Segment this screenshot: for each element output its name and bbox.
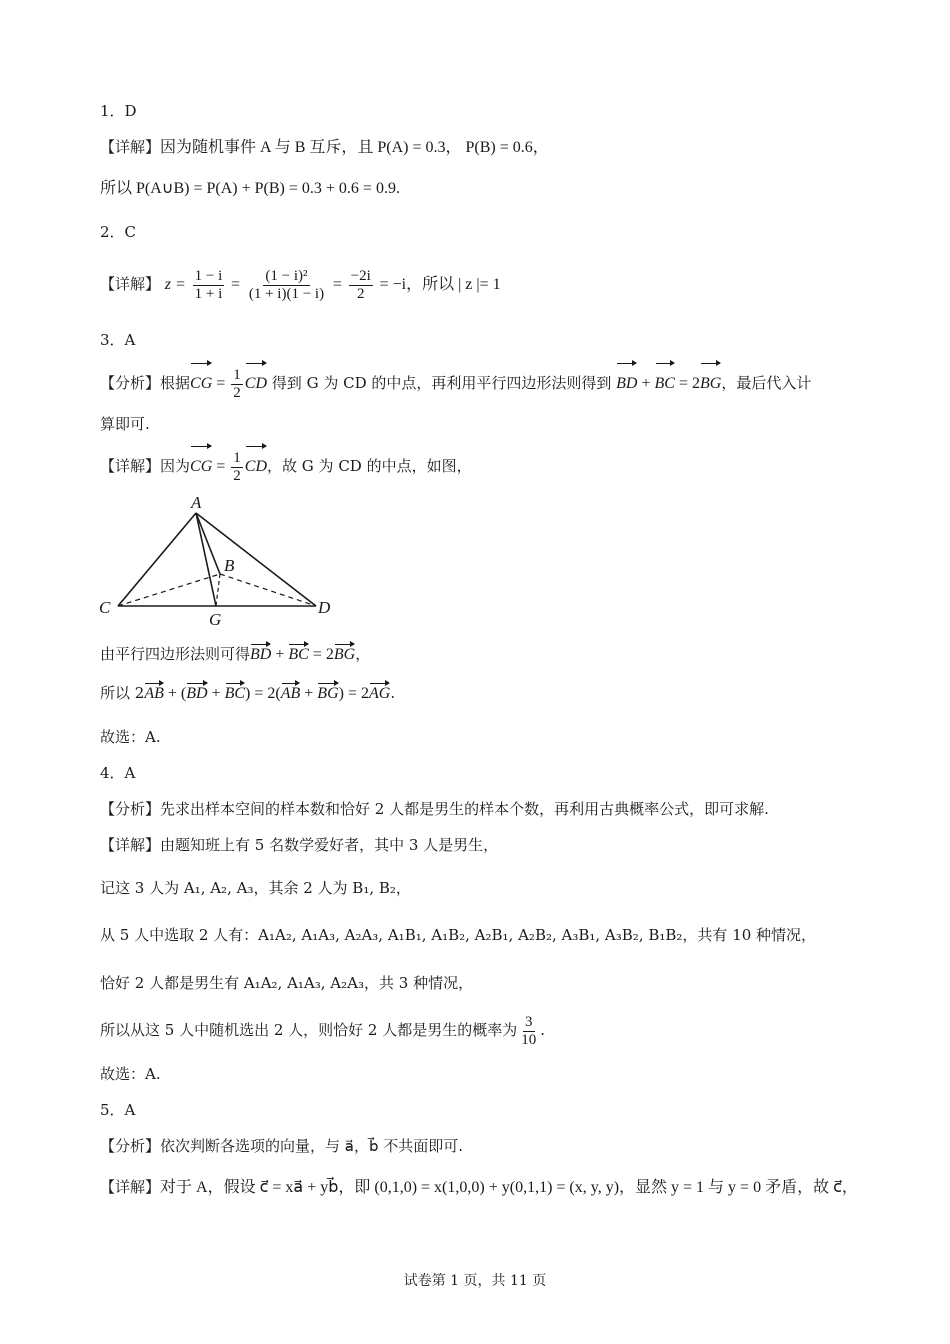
plus-sign: + <box>271 646 289 663</box>
q4-detail <box>100 835 498 855</box>
page-footer: 试卷第 1 页，共 11 页 <box>403 1273 547 1289</box>
q4-boys-line: 恰好 2 人都是男生有 A₁A₂, A₁A₃, A₂A₃，共 3 种情况， <box>100 974 474 992</box>
vector-bc: BC <box>288 643 308 665</box>
vector-bc: BC <box>225 682 245 704</box>
vector-cg: CG <box>190 362 212 404</box>
q3-analysis-end: ，最后代入计 <box>721 374 812 392</box>
q4-probability-line <box>100 1010 545 1050</box>
fraction-numerator: 3 <box>525 1013 533 1030</box>
q3-p1-end: ， <box>355 645 371 663</box>
plus-sign: + <box>637 375 655 392</box>
q3-answer: 3．A <box>100 331 136 349</box>
q3-detail-rest: ，故 G 为 CD 的中点，如图， <box>267 457 472 475</box>
q5-detail-text: 对于 A，假设 c⃗ = xa⃗ + yb⃗，即 (0,1,0) = x(1,0,0) + y(0,1,1) = (x, y, y)，显然 y = 1 与 y = 0 矛盾，故 c⃗， <box>160 1179 858 1196</box>
q4-choose: 故选：A. <box>100 1065 161 1083</box>
q2-answer: 2．C <box>100 223 137 241</box>
q1-answer: 1．D <box>100 102 137 120</box>
fraction-numerator: 1 <box>233 449 241 466</box>
vector-bg: BG <box>317 682 338 704</box>
vector-bg: BG <box>700 362 721 404</box>
vector-bg: BG <box>334 643 355 665</box>
vector-bd: BD <box>250 643 271 665</box>
close-paren-equals: ) = 2 <box>338 685 369 702</box>
vector-bd: BD <box>186 682 207 704</box>
q4-answer: 4．A <box>100 764 136 782</box>
q3-p1-text: 由平行四边形法则可得 <box>100 645 251 663</box>
probability-fraction <box>519 1014 538 1049</box>
q4-pick-line: 从 5 人中选取 2 人有：A₁A₂, A₁A₃, A₂A₃, A₁B₁, A₁B₂, A₂B₁, A₂B₂, A₃B₁, A₃B₂, B₁B₂，共有 10 种情况， <box>100 926 817 944</box>
label-b: B <box>224 556 235 575</box>
fraction-denominator: 2 <box>233 467 241 484</box>
q3-parallelogram-line <box>100 643 370 665</box>
edge-bc-dashed <box>118 574 220 606</box>
period: . <box>390 684 396 702</box>
label-g: G <box>209 610 222 629</box>
equals-sign: = <box>231 276 241 293</box>
q2-lhs: z = <box>164 276 186 293</box>
fraction-denominator: 1 + i <box>194 285 223 302</box>
analysis-tag: 【分析】 <box>100 1137 161 1155</box>
edge-ac <box>118 513 196 606</box>
vector-bd: BD <box>616 362 637 404</box>
period: . <box>540 1021 546 1039</box>
fraction-numerator: (1 − i)² <box>265 267 308 284</box>
q3-analysis-line2: 算即可. <box>100 415 150 433</box>
tetrahedron-figure <box>0 0 950 640</box>
detail-tag: 【详解】 <box>100 275 161 293</box>
equals-two: = 2 <box>308 646 334 663</box>
analysis-tag: 【分析】 <box>100 374 161 392</box>
q4-prob-text: 所以从这 5 人中随机选出 2 人，则恰好 2 人都是男生的概率为 <box>100 1021 518 1039</box>
q5-analysis <box>100 1136 463 1156</box>
detail-tag: 【详解】 <box>100 1178 161 1196</box>
q4-analysis-text: 先求出样本空间的样本数和恰好 2 人都是男生的样本个数，再利用古典概率公式，即可求解. <box>160 800 769 818</box>
label-a: A <box>191 493 202 512</box>
equals-sign: = <box>212 375 230 392</box>
q1-detail-text: 因为随机事件 A 与 B 互斥，且 P(A) = 0.3， P(B) = 0.6， <box>160 139 549 156</box>
q4-analysis <box>100 799 769 819</box>
plus-sign: + <box>207 685 225 702</box>
vector-cd: CD <box>245 362 267 404</box>
fraction-numerator: 1 <box>233 366 241 383</box>
label-d: D <box>318 598 331 617</box>
vector-cg: CG <box>190 445 212 487</box>
q3-p2-text: 所以 2 <box>100 684 145 702</box>
equals-sign: = <box>332 276 342 293</box>
analysis-tag: 【分析】 <box>100 800 161 818</box>
detail-tag: 【详解】 <box>100 457 161 475</box>
fraction-denominator: 2 <box>233 384 241 401</box>
vector-ag: AG <box>369 682 390 704</box>
q3-choose: 故选：A. <box>100 728 161 746</box>
vector-cd: CD <box>245 445 267 487</box>
q5-detail <box>100 1177 858 1198</box>
equals-two-paren: ) = 2( <box>245 685 281 702</box>
plus-open-paren: + ( <box>163 685 187 702</box>
fraction-numerator: −2i <box>350 267 371 284</box>
q2-tail: = −i，所以 | z |= 1 <box>379 276 501 293</box>
label-c: C <box>99 598 111 617</box>
detail-tag: 【详解】 <box>100 138 161 156</box>
q5-analysis-text: 依次判断各选项的向量，与 a⃗，b⃗ 不共面即可. <box>160 1137 464 1155</box>
vector-ab: AB <box>281 682 301 704</box>
equals-two: = 2 <box>674 375 700 392</box>
fraction-numerator: 1 − i <box>194 267 223 284</box>
q4-detail-text: 由题知班上有 5 名数学爱好者，其中 3 人是男生， <box>160 836 499 854</box>
equals-sign: = <box>212 458 230 475</box>
q3-detail-text: 因为 <box>160 457 191 475</box>
edge-bd-dashed <box>220 574 316 606</box>
fraction-denominator: (1 + i)(1 − i) <box>248 285 325 302</box>
q3-analysis-text: 根据 <box>160 374 191 392</box>
detail-tag: 【详解】 <box>100 836 161 854</box>
vector-bc: BC <box>655 362 675 404</box>
q5-answer: 5．A <box>100 1101 136 1119</box>
q4-record-line: 记这 3 人为 A₁, A₂, A₃，其余 2 人为 B₁, B₂， <box>100 879 411 897</box>
q3-analysis-mid: 得到 G 为 CD 的中点，再利用平行四边形法则得到 <box>267 374 617 392</box>
q1-conclusion-text: 所以 P(A∪B) = P(A) + P(B) = 0.3 + 0.6 = 0.9. <box>100 180 400 197</box>
q3-result-line <box>100 682 395 704</box>
plus-sign: + <box>300 685 318 702</box>
fraction-denominator: 2 <box>356 285 365 302</box>
fraction-denominator: 10 <box>521 1031 537 1048</box>
edge-bg-dashed <box>216 574 220 606</box>
vector-ab: AB <box>144 682 164 704</box>
